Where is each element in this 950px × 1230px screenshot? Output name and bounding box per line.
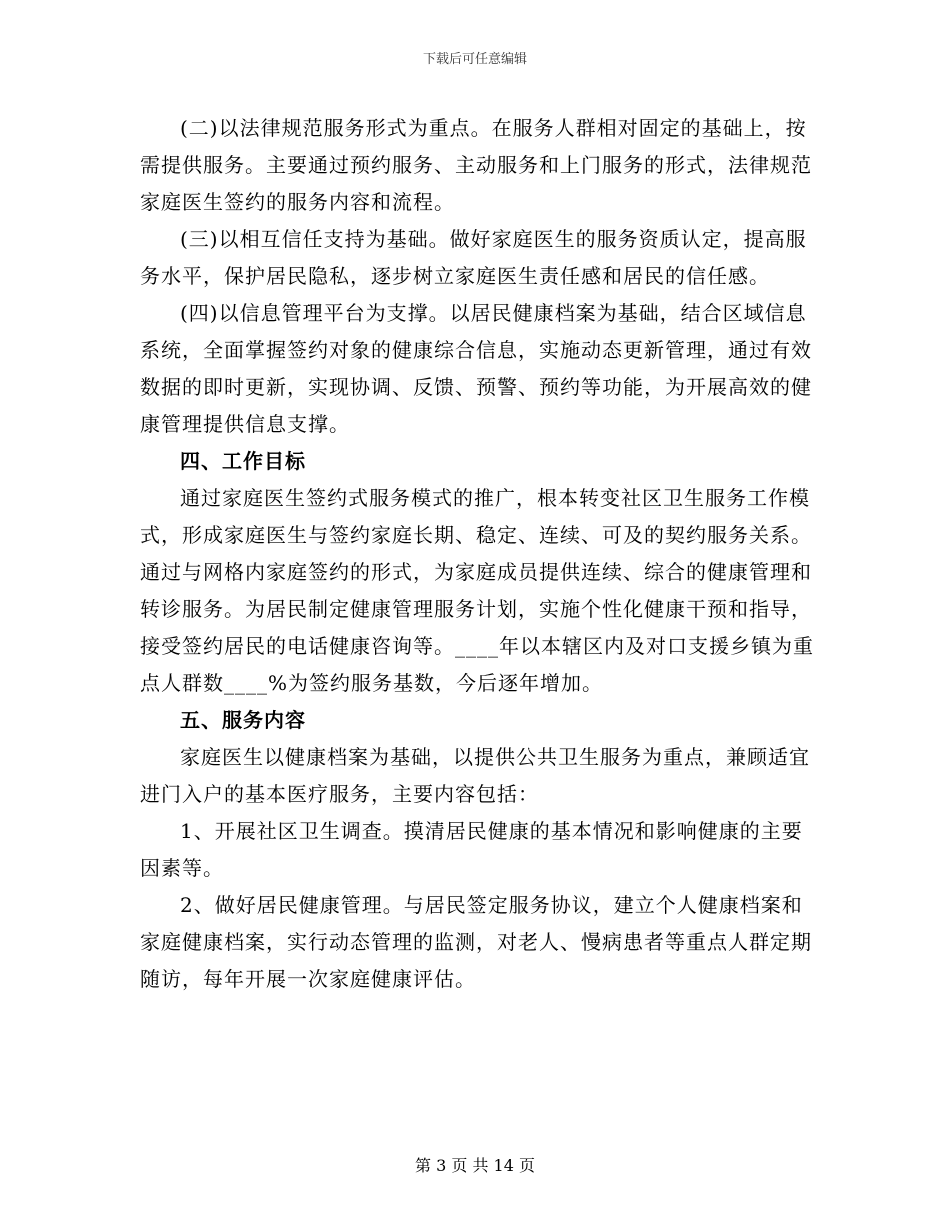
paragraph-info-platform: (四)以信息管理平台为支撑。以居民健康档案为基础，结合区域信息系统，全面掌握签约对象的健康综合信息，实施动态更新管理，通过有效数据的即时更新，实现协调、反馈、预警、预约等功能，为开展高效的健康管理提供信息支撑。 bbox=[140, 301, 812, 436]
paragraph-work-goals: 通过家庭医生签约式服务模式的推广，根本转变社区卫生服务工作模式，形成家庭医生与签约家庭长期、稳定、连续、可及的契约服务关系。通过与网格内家庭签约的形式，为家庭成员提供连续、综合的健康管理和转诊服务。为居民制定健康管理服务计划，实施个性化健康干预和指导，接受签约居民的电话健康咨询等。____年以本辖区内及对口支援乡镇为重点人群数____%为签约服务基数，今后逐年增加。 bbox=[140, 486, 814, 695]
page-header: 下载后可任意编辑 bbox=[422, 52, 527, 67]
page-number: 第 3 页 共 14 页 bbox=[415, 1156, 535, 1175]
list-item-community-survey: 1、开展社区卫生调查。摸清居民健康的基本情况和影响健康的主要因素等。 bbox=[140, 819, 803, 880]
paragraph-service-intro: 家庭医生以健康档案为基础，以提供公共卫生服务为重点，兼顾适宜进门入户的基本医疗服务，主要内容包括： bbox=[140, 745, 810, 806]
list-item-health-management: 2、做好居民健康管理。与居民签定服务协议，建立个人健康档案和家庭健康档案，实行动态管理的监测，对老人、慢病患者等重点人群定期随访，每年开展一次家庭健康评估。 bbox=[140, 893, 812, 991]
paragraph-mutual-trust: (三)以相互信任支持为基础。做好家庭医生的服务资质认定，提高服务水平，保护居民隐私，逐步树立家庭医生责任感和居民的信任感。 bbox=[140, 227, 807, 288]
document-body bbox=[140, 110, 820, 998]
paragraph-legal-norms: (二)以法律规范服务形式为重点。在服务人群相对固定的基础上，按需提供服务。主要通过预约服务、主动服务和上门服务的形式，法律规范家庭医生签约的服务内容和流程。 bbox=[140, 116, 812, 214]
heading-work-goals: 四、工作目标 bbox=[180, 449, 306, 473]
heading-service-content: 五、服务内容 bbox=[180, 708, 306, 732]
